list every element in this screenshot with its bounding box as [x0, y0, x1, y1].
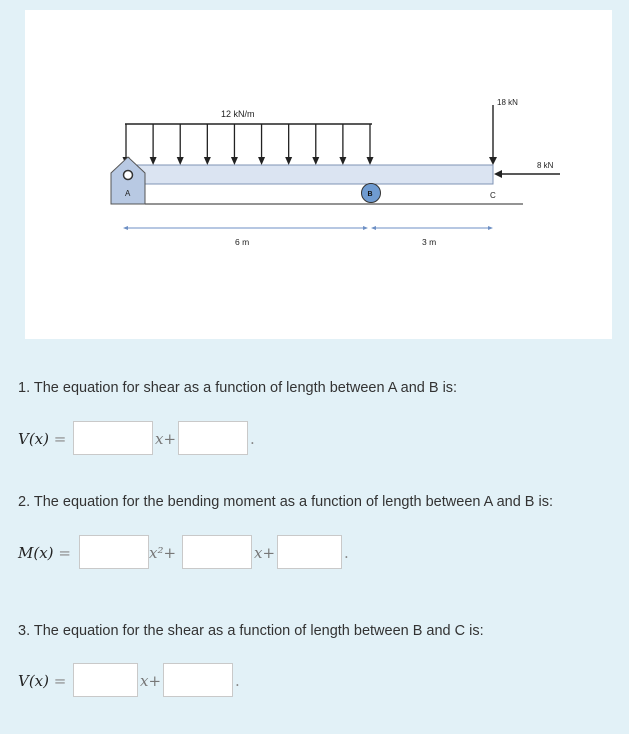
dimension-bc — [371, 226, 493, 230]
dimension-ab — [123, 226, 368, 230]
equals-sign: = — [53, 672, 67, 690]
trailing-period: . — [344, 544, 349, 562]
q3-coefficient-x-input[interactable] — [73, 663, 138, 697]
q1-constant-input[interactable] — [178, 421, 248, 455]
dimension-bc-end-arrow-icon — [488, 226, 493, 230]
distributed-load-arrowhead-icon — [150, 157, 157, 165]
trailing-period: . — [235, 672, 240, 690]
dimension-bc-start-arrow-icon — [371, 226, 376, 230]
horizontal-load-arrowhead-icon — [494, 170, 502, 178]
question-2-equation — [18, 535, 358, 571]
q2-coefficient-x-input[interactable] — [182, 535, 252, 569]
distributed-load-arrowhead-icon — [339, 157, 346, 165]
question-3-equation — [18, 663, 268, 699]
distributed-load-arrows — [123, 124, 374, 165]
equation-lhs-symbol: M(x) — [18, 544, 54, 562]
q3-constant-input[interactable] — [163, 663, 233, 697]
support-b-label: B — [367, 191, 373, 198]
distributed-load-arrowhead-icon — [367, 157, 374, 165]
horizontal-load-label: 8 kN — [537, 161, 554, 170]
equation-lhs-symbol: V(x) — [18, 430, 49, 448]
beam-figure-card — [25, 10, 612, 339]
dimension-ab-start-arrow-icon — [123, 226, 128, 230]
equation-lhs-symbol: V(x) — [18, 672, 49, 690]
distributed-load-arrowhead-icon — [312, 157, 319, 165]
beam-diagram — [25, 10, 612, 339]
q2-coefficient-x2-input[interactable] — [79, 535, 149, 569]
support-a-label: A — [125, 189, 131, 198]
x-plus-term: x+ — [254, 544, 276, 562]
trailing-period: . — [250, 430, 255, 448]
equals-sign: = — [58, 544, 71, 562]
question-2-text: 2. The equation for the bending moment as a function of length between A and B is: — [18, 494, 553, 510]
distributed-load-arrowhead-icon — [258, 157, 265, 165]
dimension-bc-label: 3 m — [422, 237, 437, 247]
x-plus-term: x+ — [155, 430, 177, 448]
question-3-text: 3. The equation for the shear as a function of length between B and C is: — [18, 623, 484, 639]
beam — [123, 165, 493, 184]
vertical-load-label: 18 kN — [497, 98, 518, 107]
equals-sign: = — [53, 430, 67, 448]
question-1-equation — [18, 421, 278, 457]
pin-hinge-icon — [124, 171, 133, 180]
dimension-ab-end-arrow-icon — [363, 226, 368, 230]
question-1-text: 1. The equation for shear as a function of length between A and B is: — [18, 380, 458, 396]
distributed-load-arrowhead-icon — [204, 157, 211, 165]
distributed-load-arrowhead-icon — [285, 157, 292, 165]
x-plus-term: x+ — [140, 672, 162, 690]
point-c-label: C — [490, 191, 496, 200]
equation-lhs — [18, 544, 71, 562]
x-squared-plus-term: x²+ — [149, 544, 177, 562]
q1-coefficient-x-input[interactable] — [73, 421, 153, 455]
distributed-load-label: 12 kN/m — [221, 109, 255, 119]
vertical-load-arrowhead-icon — [489, 157, 497, 165]
q2-constant-input[interactable] — [277, 535, 342, 569]
dimension-ab-label: 6 m — [235, 237, 250, 247]
distributed-load-arrowhead-icon — [231, 157, 238, 165]
equation-lhs — [18, 672, 66, 690]
distributed-load-arrowhead-icon — [177, 157, 184, 165]
equation-lhs — [18, 430, 66, 448]
distributed-load — [123, 124, 374, 165]
